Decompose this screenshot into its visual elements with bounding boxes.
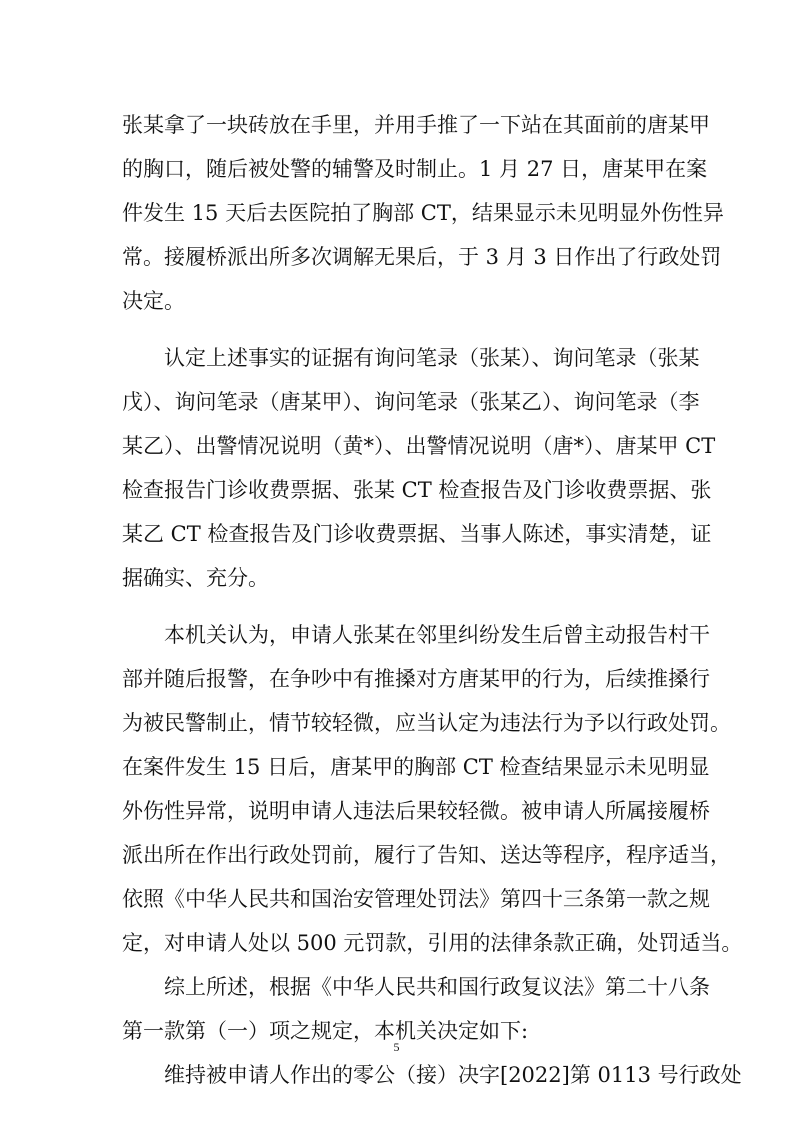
paragraph-3-line-2: 部并随后报警，在争吵中有推搡对方唐某甲的行为，后续推搡行 xyxy=(122,667,710,691)
paragraph-3-line-1: 本机关认为，申请人张某在邻里纠纷发生后曾主动报告村干 xyxy=(164,623,710,647)
paragraph-1-line-5: 决定。 xyxy=(122,289,185,313)
paragraph-3-line-8: 定，对申请人处以 500 元罚款，引用的法律条款正确，处罚适当。 xyxy=(122,931,743,955)
paragraph-3-line-7: 依照《中华人民共和国治安管理处罚法》第四十三条第一款之规 xyxy=(122,887,710,911)
paragraph-4-line-1: 综上所述，根据《中华人民共和国行政复议法》第二十八条 xyxy=(164,975,710,999)
paragraph-3-line-3: 为被民警制止，情节较轻微，应当认定为违法行为予以行政处罚。 xyxy=(122,711,731,735)
paragraph-1-line-4: 常。接履桥派出所多次调解无果后，于 3 月 3 日作出了行政处罚 xyxy=(122,245,722,269)
page-number: 5 xyxy=(393,1040,400,1054)
paragraph-1-line-2: 的胸口，随后被处警的辅警及时制止。1 月 27 日，唐某甲在案 xyxy=(122,157,708,181)
paragraph-4-line-2: 第一款第（一）项之规定，本机关决定如下: xyxy=(122,1019,529,1043)
paragraph-5-line-1: 维持被申请人作出的零公（接）决字[2022]第 0113 号行政处 xyxy=(164,1063,742,1087)
paragraph-3-line-6: 派出所在作出行政处罚前，履行了告知、送达等程序，程序适当， xyxy=(122,843,731,867)
paragraph-1-line-1: 张某拿了一块砖放在手里，并用手推了一下站在其面前的唐某甲 xyxy=(122,113,710,137)
paragraph-2-line-4: 检查报告门诊收费票据、张某 CT 检查报告及门诊收费票据、张 xyxy=(122,478,712,502)
paragraph-2-line-5: 某乙 CT 检查报告及门诊收费票据、当事人陈述，事实清楚，证 xyxy=(122,522,712,546)
paragraph-2-line-2: 戊）、询问笔录（唐某甲）、询问笔录（张某乙）、询问笔录（李 xyxy=(122,390,700,414)
paragraph-1-line-3: 件发生 15 天后去医院拍了胸部 CT，结果显示未见明显外伤性异 xyxy=(122,201,724,225)
paragraph-2-line-3: 某乙）、出警情况说明（黄*）、出警情况说明（唐*）、唐某甲 CT xyxy=(122,434,716,458)
paragraph-3-line-4: 在案件发生 15 日后，唐某甲的胸部 CT 检查结果显示未见明显 xyxy=(122,755,710,779)
paragraph-2-line-1: 认定上述事实的证据有询问笔录（张某）、询问笔录（张某 xyxy=(164,346,700,370)
paragraph-3-line-5: 外伤性异常，说明申请人违法后果较轻微。被申请人所属接履桥 xyxy=(122,799,710,823)
paragraph-2-line-6: 据确实、充分。 xyxy=(122,566,269,590)
